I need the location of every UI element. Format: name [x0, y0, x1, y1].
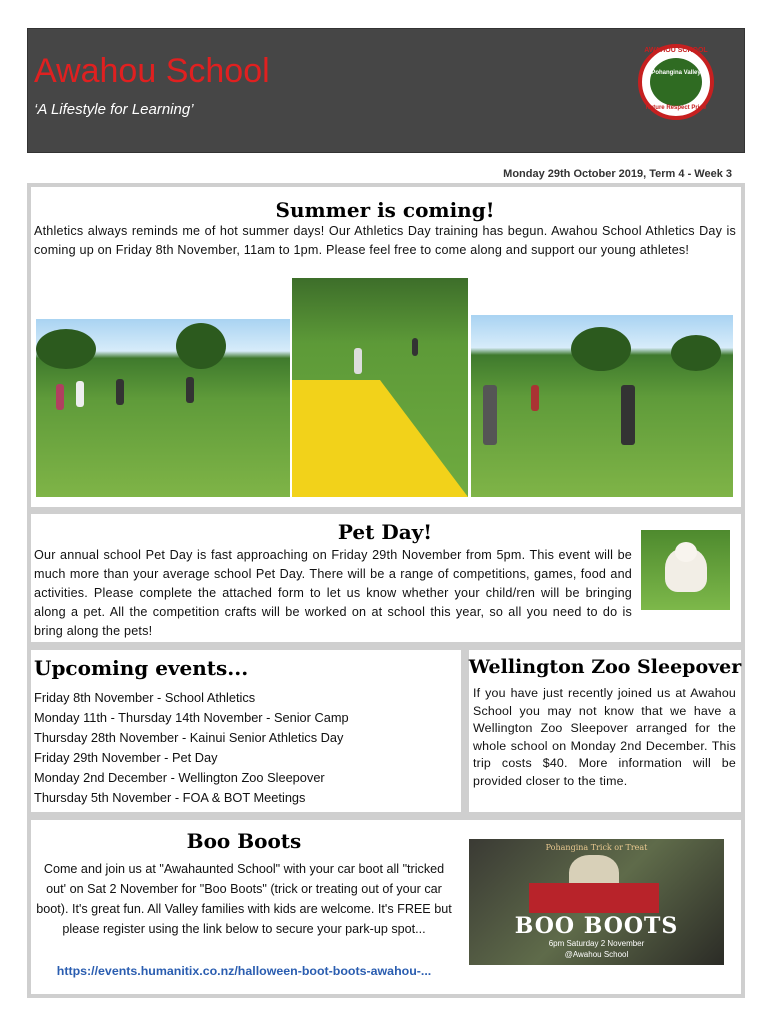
poster-line-2: @Awahou School [564, 950, 629, 959]
petday-title: Pet Day! [337, 520, 433, 544]
zoo-text: If you have just recently joined us at Awahou School you may not know that we have a Wellington Zoo Sleepover arranged for the whole school on Monday 2nd December. This trip costs $40. More information will be provided closer to the time. [473, 686, 736, 788]
tagline: ‘A Lifestyle for Learning’ [34, 101, 194, 118]
poster-subtitle: Pohangina Trick or Treat [545, 843, 648, 852]
list-item: Friday 29th November - Pet Day [34, 750, 218, 765]
summer-title: Summer is coming! [275, 198, 495, 222]
summer-text: Athletics always reminds me of hot summer days! Our Athletics Day training has begun. Awahou School Athletics Day is coming up on Friday 8th November, 11am to 1pm. Please feel free to come along and support our young athletes! [34, 224, 736, 257]
booboots-text: Come and join us at "Awahaunted School" with your car boot all "tricked out' on Sat 2 November for "Boo Boots" (trick or treating out of your car boot). It's great fun. All Valley families with kids are welcome. It's FREE but please register using the link below to secure your park-up spot... [36, 862, 452, 936]
booboots-title: Boo Boots [186, 829, 302, 853]
logo-emblem [650, 58, 702, 106]
upcoming-title: Upcoming events... [34, 656, 249, 680]
list-item: Monday 11th - Thursday 14th November - Senior Camp [34, 710, 349, 725]
list-item: Monday 2nd December - Wellington Zoo Sleepover [34, 770, 325, 785]
issue-date: Monday 29th October 2019, Term 4 - Week 3 [503, 168, 732, 180]
school-name: Awahou School [34, 52, 270, 90]
poster-line-1: 6pm Saturday 2 November [548, 939, 645, 948]
athletics-photo-2 [292, 278, 468, 497]
school-logo [638, 44, 714, 120]
cape-decoration [529, 883, 659, 913]
poster-title: BOO BOOTS [514, 913, 679, 939]
athletics-photo-3 [471, 315, 733, 497]
logo-text-top: AWAHOU SCHOOL [644, 47, 708, 54]
logo-text-bottom: Nature Respect Pride [645, 105, 707, 111]
list-item: Friday 8th November - School Athletics [34, 690, 256, 705]
logo-text-mid: Pohangina Valley [651, 70, 701, 76]
list-item: Thursday 28th November - Kainui Senior Athletics Day [34, 730, 344, 745]
upcoming-list [34, 688, 454, 808]
zoo-title: Wellington Zoo Sleepover [468, 656, 742, 678]
booboots-poster [469, 839, 724, 965]
list-item: Thursday 5th November - FOA & BOT Meetings [34, 790, 306, 805]
petday-text: Our annual school Pet Day is fast approaching on Friday 29th November from 5pm. This event will be much more than your average school Pet Day. There will be a range of competitions, games, food and activities. Please complete the attached form to let us know whether your child/ren will be bringing along a pet. All the competition crafts will be worked on at school this year, so all you need to do is bring along the pets! [34, 548, 632, 638]
athletics-photo-1 [36, 319, 290, 497]
booboots-register-link[interactable]: https://events.humanitix.co.nz/halloween-boot-boots-awahou-... [56, 964, 432, 978]
lamb-photo [641, 530, 730, 610]
